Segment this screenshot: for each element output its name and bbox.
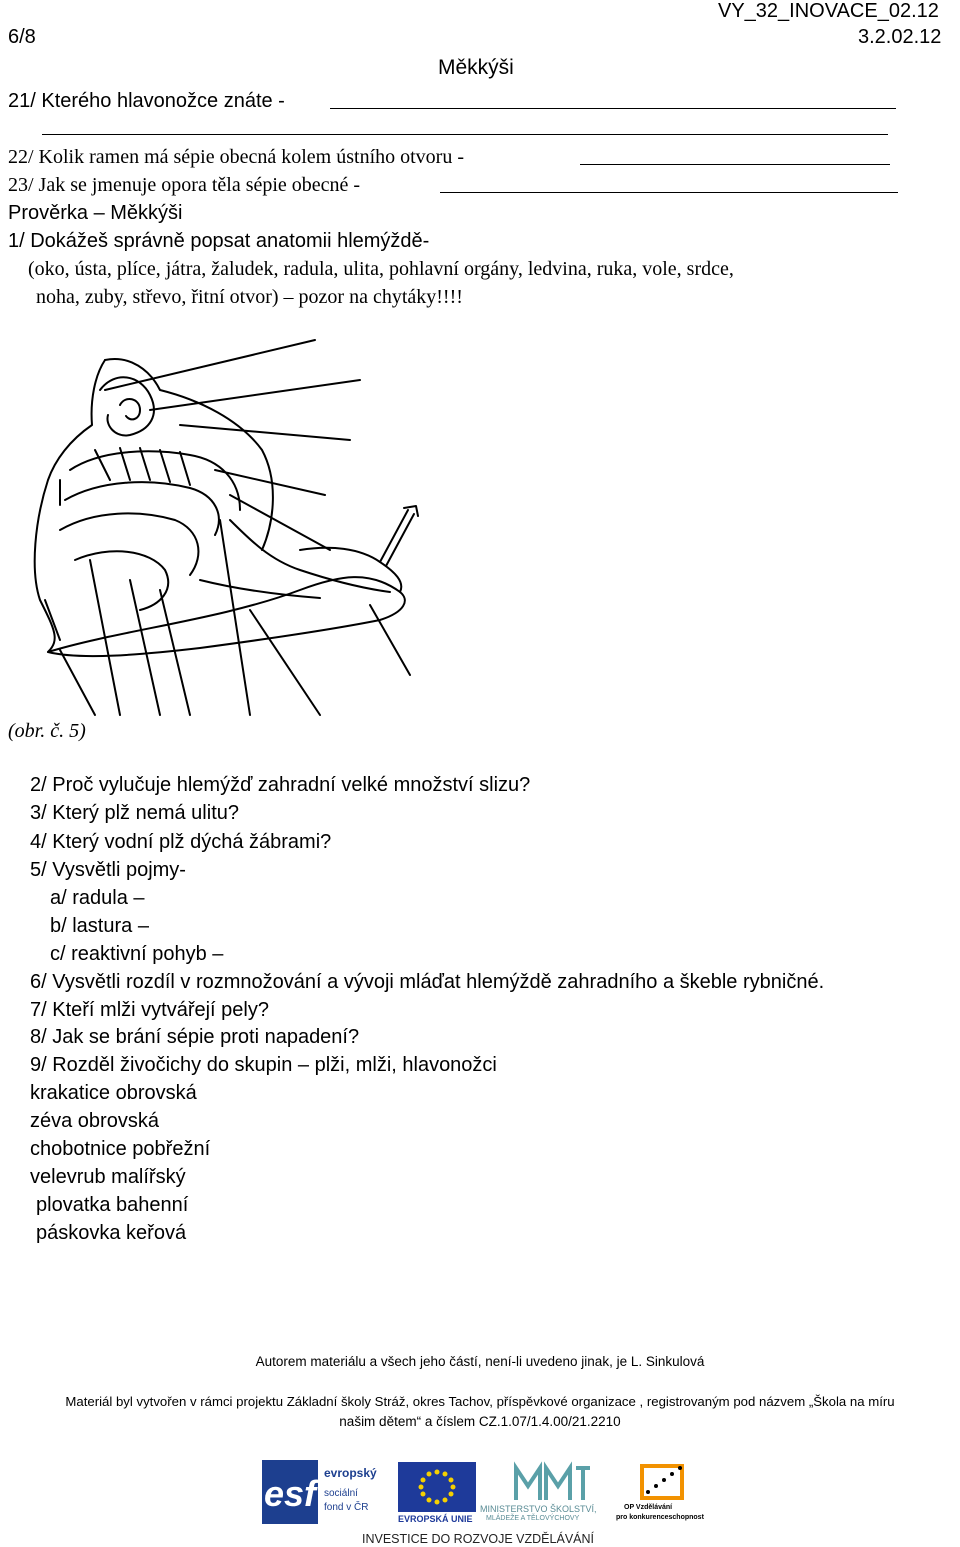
- op-logo-text: pro konkurenceschopnost: [616, 1514, 704, 1521]
- animal-item: zéva obrovská: [30, 1110, 159, 1132]
- question-8: 8/ Jak se brání sépie proti napadení?: [30, 1026, 360, 1048]
- task-1-hint-line1: (oko, ústa, plíce, játra, žaludek, radula, ulita, pohlavní orgány, ledvina, ruka, vole, srdce,: [28, 258, 734, 280]
- term-c: c/ reaktivní pohyb –: [50, 943, 224, 965]
- task-1: 1/ Dokážeš správně popsat anatomii hlemýždě-: [8, 230, 430, 252]
- test-title: Prověrka – Měkkýši: [8, 202, 183, 224]
- esf-logo-text: fond v ČR: [324, 1502, 369, 1513]
- slogan: INVESTICE DO ROZVOJE VZDĚLÁVÁNÍ: [362, 1532, 594, 1546]
- term-b: b/ lastura –: [50, 915, 149, 937]
- msmt-emblem-icon: [480, 1460, 610, 1504]
- animal-item: krakatice obrovská: [30, 1082, 197, 1104]
- eu-logo: [398, 1462, 476, 1526]
- animal-item: páskovka keřová: [36, 1222, 187, 1244]
- project-note-line1: Materiál byl vytvořen v rámci projektu Základní školy Stráž, okres Tachov, příspěvkové organizace , registrovaným pod názvem „Škola na míru: [65, 1394, 895, 1409]
- op-logo-icon: [634, 1460, 694, 1504]
- task-1-hint-line2: noha, zuby, střevo, řitní otvor) – pozor na chytáky!!!!: [36, 286, 463, 308]
- document-code-short: 3.2.02.12: [858, 26, 942, 48]
- eu-stars-icon: [398, 1462, 476, 1512]
- page-number: 6/8: [8, 26, 36, 48]
- animal-item: velevrub malířský: [30, 1166, 186, 1188]
- question-3: 3/ Který plž nemá ulitu?: [30, 802, 239, 824]
- term-a: a/ radula –: [50, 887, 145, 909]
- question-22: 22/ Kolik ramen má sépie obecná kolem ústního otvoru -: [8, 146, 465, 168]
- msmt-logo-text: MLÁDEŽE A TĚLOVÝCHOVY: [486, 1515, 580, 1522]
- animal-item: chobotnice pobřežní: [30, 1138, 211, 1160]
- question-5: 5/ Vysvětli pojmy-: [30, 859, 186, 881]
- esf-logo: [262, 1460, 387, 1524]
- msmt-logo-text: MINISTERSTVO ŠKOLSTVÍ,: [480, 1504, 597, 1514]
- answer-line-23: [440, 192, 898, 193]
- page-title: Měkkýši: [438, 56, 514, 79]
- esf-logo-text: esf: [264, 1473, 317, 1514]
- question-9: 9/ Rozděl živočichy do skupin – plži, mlži, hlavonožci: [30, 1054, 497, 1076]
- op-logo: [616, 1460, 710, 1526]
- question-4: 4/ Který vodní plž dýchá žábrami?: [30, 831, 332, 853]
- op-logo-text: OP Vzdělávání: [624, 1504, 673, 1511]
- animal-item: plovatka bahenní: [36, 1194, 189, 1216]
- esf-logo-text: evropský: [324, 1466, 377, 1480]
- question-21: 21/ Kterého hlavonožce znáte -: [8, 90, 285, 112]
- question-2: 2/ Proč vylučuje hlemýžď zahradní velké množství slizu?: [30, 774, 531, 796]
- answer-line-21b: [42, 134, 888, 135]
- answer-line-21a: [330, 108, 896, 109]
- answer-line-22: [580, 164, 890, 165]
- project-note-line2: našim dětem“ a číslem CZ.1.07/1.4.00/21.2210: [339, 1414, 621, 1429]
- snail-anatomy-figure: [0, 330, 560, 720]
- msmt-logo: [480, 1460, 610, 1526]
- question-23: 23/ Jak se jmenuje opora těla sépie obecné -: [8, 174, 361, 196]
- question-6: 6/ Vysvětli rozdíl v rozmnožování a vývoji mláďat hlemýždě zahradního a škeble rybničné.: [30, 971, 825, 993]
- esf-logo-text: sociální: [324, 1488, 358, 1499]
- eu-logo-text: EVROPSKÁ UNIE: [398, 1514, 473, 1524]
- document-code: VY_32_INOVACE_02.12: [718, 0, 939, 22]
- question-7: 7/ Kteří mlži vytvářejí pely?: [30, 999, 269, 1021]
- figure-caption: (obr. č. 5): [8, 720, 86, 742]
- author-note: Autorem materiálu a všech jeho částí, není-li uvedeno jinak, je L. Sinkulová: [255, 1354, 705, 1369]
